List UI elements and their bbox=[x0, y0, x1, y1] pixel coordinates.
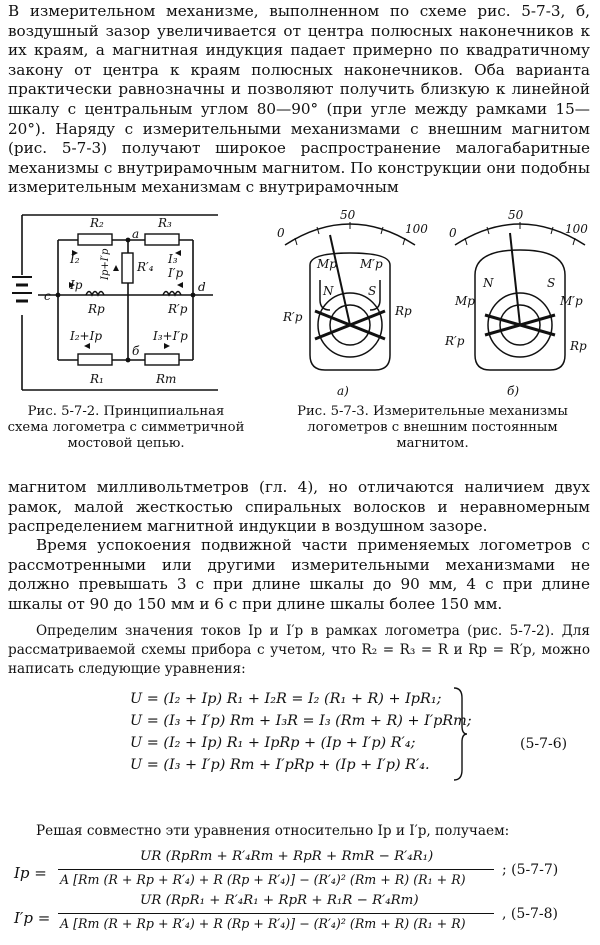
eq7-lhs: Iр = bbox=[14, 864, 47, 882]
label-r1: R₁ bbox=[90, 372, 104, 386]
eq8-fraction-line bbox=[58, 913, 494, 914]
label-mp-a: Mр bbox=[317, 257, 337, 271]
label-ip: Iр bbox=[70, 278, 83, 292]
paragraph-1: В измерительном механизме, выполненном по схеме рис. 5-7-3, б, воздушный зазор увеличивается от центра полюсных наконечников к их краям, а магнитная индукция падает примерно по квадратичному закону от центра к краям полюсных наконечников. Оба варианта практически равнозначны и позволяют получить близкую к линейной шкалу с центральным углом 80—90° (при угле между рамками 15—20°). Наряду с измерительными механизмами с внешним магнитом (рис. 5-7-3) получают широкое распространение малогабаритные механизмы с внутрирамочным магнитом. По конструкции они подобны измерительным механизмам с внутрирамочным bbox=[8, 2, 590, 197]
label-r4: R′₄ bbox=[137, 260, 154, 274]
paragraph-2: магнитом милливольтметров (гл. 4), но отличаются наличием двух рамок, малой жесткостью спиральных волосков и неравномерным распределением магнитной индукции в воздушном зазоре. bbox=[8, 478, 590, 536]
label-rp-left: Rр bbox=[88, 302, 105, 316]
eq8-numerator: UR (RрR₁ + R′₄R₁ + RрR + R₁R − R′₄Rт) bbox=[140, 893, 419, 908]
label-mp-b: Mр bbox=[455, 294, 475, 308]
scale-50-b: 50 bbox=[508, 208, 524, 222]
pole-s-a: S bbox=[368, 284, 377, 298]
node-b: б bbox=[132, 344, 140, 358]
label-ipp: I′р bbox=[168, 266, 184, 280]
label-rt: Rт bbox=[156, 372, 177, 386]
scale-0-b: 0 bbox=[449, 226, 457, 240]
system-brace bbox=[452, 686, 468, 782]
pole-n-b: N bbox=[483, 276, 494, 290]
label-i3: I₃ bbox=[168, 252, 178, 266]
figure-label-a: а) bbox=[337, 384, 349, 398]
eq8-lhs: I′р = bbox=[14, 909, 51, 927]
label-mpp-b: M′р bbox=[560, 294, 583, 308]
label-i2-ip: I₂+Iр bbox=[70, 329, 103, 343]
equation-line-2: U = (I₃ + I′р) Rт + I₃R = I₃ (Rт + R) + I′рRт; bbox=[130, 713, 472, 729]
node-d: d bbox=[198, 280, 206, 294]
node-c: c bbox=[44, 289, 51, 303]
label-rp-right: R′р bbox=[168, 302, 188, 316]
eq7-numerator: UR (RрRт + R′₄Rт + RрR + RтR − R′₄R₁) bbox=[140, 849, 434, 864]
equation-line-4: U = (I₃ + I′р) Rт + I′рRр + (Iр + I′р) R′₄. bbox=[130, 757, 430, 773]
circuit-diagram bbox=[8, 205, 238, 400]
equation-number-5-7-7: ; (5-7-7) bbox=[502, 862, 559, 878]
node-a: a bbox=[132, 227, 140, 241]
eq8-denominator: A [Rт (R + Rр + R′₄) + R (Rр + R′₄)] − (R′₄)² (Rт + R) (R₁ + R) bbox=[60, 916, 466, 931]
label-ip-sum: Iр+I′р bbox=[100, 248, 111, 280]
scale-0-a: 0 bbox=[277, 226, 285, 240]
label-rp-b: Rр bbox=[570, 339, 587, 353]
eq7-denominator: A [Rт (R + Rр + R′₄) + R (Rр + R′₄)] − (R′₄)² (Rт + R) (R₁ + R) bbox=[60, 872, 466, 887]
label-i2: I₂ bbox=[70, 252, 80, 266]
scale-100-b: 100 bbox=[565, 222, 588, 236]
equation-line-3: U = (I₂ + Iр) R₁ + IрRр + (Iр + I′р) R′₄; bbox=[130, 735, 416, 751]
label-r2: R₂ bbox=[90, 216, 104, 230]
label-r3: R₃ bbox=[158, 216, 172, 230]
eq7-fraction-line bbox=[58, 869, 494, 870]
mechanism-diagram bbox=[255, 205, 595, 400]
scale-100-a: 100 bbox=[405, 222, 428, 236]
pole-n-a: N bbox=[323, 284, 334, 298]
paragraph-5: Решая совместно эти уравнения относительно Iр и I′р, получаем: bbox=[36, 823, 510, 839]
pole-s-b: S bbox=[547, 276, 556, 290]
figure-label-b: б) bbox=[507, 384, 520, 398]
label-rpp-b: R′р bbox=[445, 334, 465, 348]
equation-number-5-7-8: , (5-7-8) bbox=[502, 906, 559, 922]
scale-50-a: 50 bbox=[340, 208, 356, 222]
paragraph-4: Определим значения токов Iр и I′р в рамках логометра (рис. 5-7-2). Для рассматриваемой схемы прибора с учетом, что R₂ = R₃ = R и Rр = R′р, можно написать следующие уравнения: bbox=[8, 623, 590, 677]
equation-system bbox=[130, 688, 472, 776]
figure-caption-5-7-2: Рис. 5-7-2. Принципиальная схема логометра с симметричной мостовой цепью. bbox=[7, 404, 245, 451]
figure-caption-5-7-3: Рис. 5-7-3. Измерительные механизмы логометров с внешним постоянным магнитом. bbox=[297, 404, 568, 451]
label-mpp-a: M′р bbox=[360, 257, 383, 271]
label-rp-a: Rр bbox=[395, 304, 412, 318]
label-rpp-a: R′р bbox=[283, 310, 303, 324]
paragraph-3: Время успокоения подвижной части применяемых логометров с рассмотренными или другими измерительными механизмами не должно превышать 3 с при длине шкалы до 90 мм, 4 с при длине шкалы от 90 до 150 мм и 6 с при длине шкалы более 150 мм. bbox=[8, 536, 590, 613]
equation-line-1: U = (I₂ + Iр) R₁ + I₂R = I₂ (R₁ + R) + IрR₁; bbox=[130, 691, 442, 707]
equation-number-5-7-6: (5-7-6) bbox=[520, 736, 568, 752]
label-i3-ipp: I₃+I′р bbox=[153, 329, 188, 343]
